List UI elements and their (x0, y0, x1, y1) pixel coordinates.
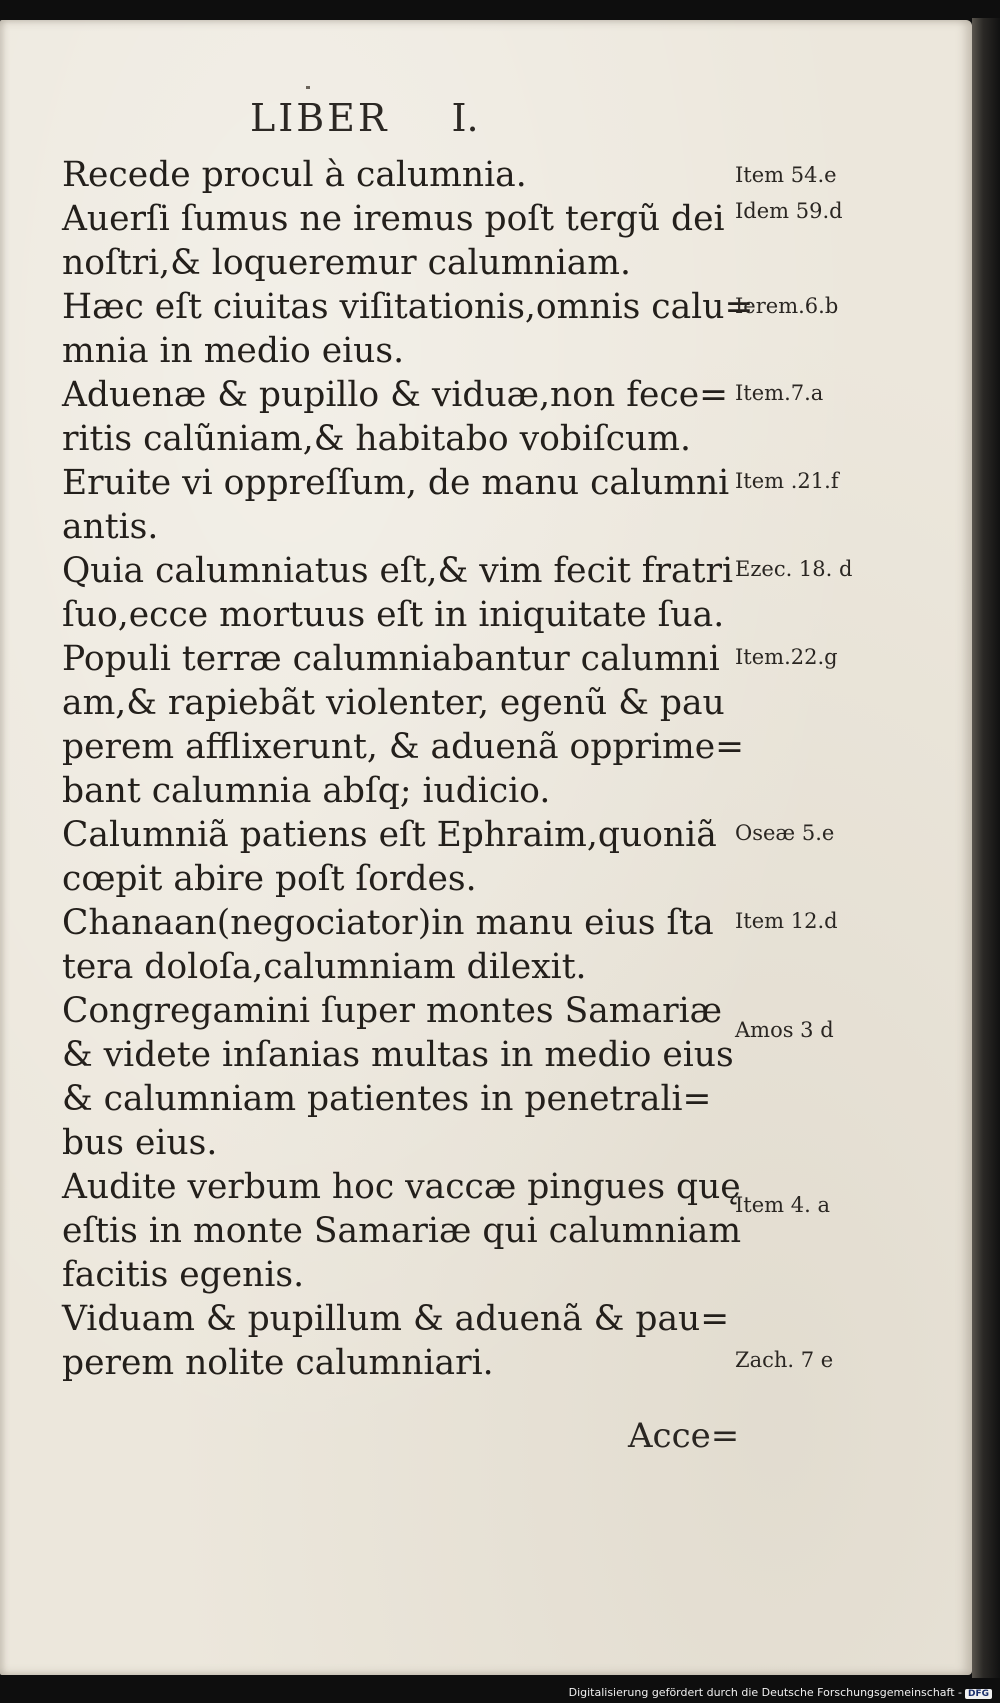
margin-note: Item.7.a (735, 381, 824, 405)
margin-note: Ezec. 18. d (735, 557, 853, 581)
credit-text: Digitalisierung gefördert durch die Deutsche Forschungsgemeinschaft - (568, 1686, 962, 1699)
text-line: Congregamini ſuper montes Samariæ (62, 991, 723, 1031)
page-marker: I. (451, 96, 479, 140)
margin-note: Ierem.6.b (735, 294, 839, 318)
text-line: tera doloſa,calumniam dilexit. (62, 947, 587, 987)
ink-mark (306, 86, 310, 89)
text-line: Viduam & pupillum & aduenã & pau= (62, 1299, 730, 1339)
margin-note: Oseæ 5.e (735, 821, 835, 845)
margin-note: Amos 3 d (735, 1018, 834, 1042)
text-line: antis. (62, 507, 159, 547)
margin-note: Item .21.f (735, 469, 839, 493)
text-line: ſuo,ecce mortuus eſt in iniquitate ſua. (62, 595, 725, 635)
running-head (250, 96, 479, 140)
margin-note: Item 54.e (735, 163, 837, 187)
running-head-title: LIBER (250, 96, 390, 140)
text-line: cœpit abire poſt ſordes. (62, 859, 477, 899)
text-line: Quia calumniatus eſt,& vim fecit fratri (62, 551, 733, 591)
text-line: Hæc eſt ciuitas viſitationis,omnis calu= (62, 287, 754, 327)
text-line: Auerſi ſumus ne iremus poſt tergũ dei (62, 199, 725, 239)
text-line: Recede procul à calumnia. (62, 155, 527, 195)
text-line: & videte inſanias multas in medio eius (62, 1035, 734, 1075)
text-line: Audite verbum hoc vaccæ pingues quę (62, 1167, 741, 1207)
text-line: mnia in medio eius. (62, 331, 405, 371)
text-line: Chanaan(negociator)in manu eius ſta (62, 903, 714, 943)
margin-note: Item 4. a (735, 1193, 830, 1217)
text-line: Populi terræ calumniabantur calumni (62, 639, 720, 679)
catchword: Acce= (628, 1416, 740, 1456)
text-line: Calumniã patiens eſt Ephraim,quoniã (62, 815, 717, 855)
text-line: am,& rapiebãt violenter, egenũ & pau (62, 683, 725, 723)
margin-note: Idem 59.d (735, 199, 843, 223)
margin-note: Item.22.g (735, 645, 838, 669)
text-line: bus eius. (62, 1123, 218, 1163)
book-spine (972, 18, 1000, 1678)
text-line: noſtri,& loqueremur calumniam. (62, 243, 631, 283)
margin-note: Zach. 7 e (735, 1348, 834, 1372)
text-line: & calumniam patientes in penetrali= (62, 1079, 712, 1119)
text-line: bant calumnia abſq; iudicio. (62, 771, 551, 811)
text-line: perem afflixerunt, & aduenã opprime= (62, 727, 745, 767)
margin-note: Item 12.d (735, 909, 838, 933)
text-line: ritis calũniam,& habitabo vobiſcum. (62, 419, 691, 459)
text-line: eſtis in monte Samariæ qui calumniam (62, 1211, 742, 1251)
text-line: perem nolite calumniari. (62, 1343, 494, 1383)
text-line: Eruite vi oppreſſum, de manu calumni (62, 463, 730, 503)
text-line: Aduenæ & pupillo & viduæ,non fece= (62, 375, 729, 415)
text-line: facitis egenis. (62, 1255, 305, 1295)
digitization-credit (569, 1686, 992, 1699)
dfg-logo: DFG (965, 1689, 992, 1699)
